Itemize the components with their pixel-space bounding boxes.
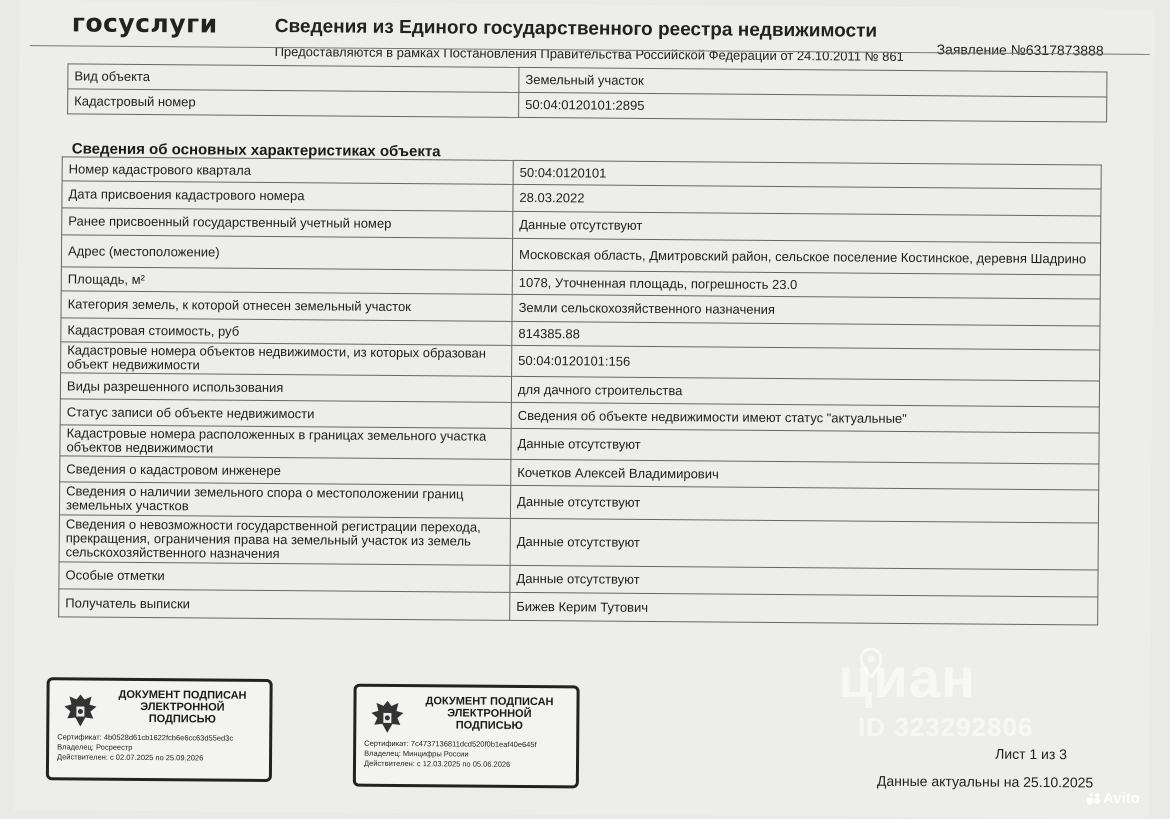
row-value: Данные отсутствуют (513, 211, 1101, 243)
signature-stamp (46, 677, 273, 782)
row-label: Статус записи об объекте недвижимости (60, 399, 511, 429)
row-value: Земли сельскохозяйственного назначения (512, 294, 1100, 326)
row-label: Виды разрешенного использования (60, 373, 511, 403)
table-row (59, 515, 1098, 570)
avito-watermark: Avito (1103, 790, 1140, 807)
coat-of-arms-icon (368, 697, 406, 737)
row-label: Кадастровые номера объектов недвижимости, из которых образован объект недвижимости (61, 342, 512, 377)
row-value: 50:04:0120101 (513, 160, 1101, 189)
object-table (67, 63, 1107, 122)
row-value: Данные отсутствуют (510, 518, 1098, 570)
row-value: 50:04:0120101:2895 (519, 92, 1107, 122)
row-label: Вид объекта (68, 64, 519, 93)
row-label: Номер кадастрового квартала (62, 157, 513, 185)
row-label: Адрес (местоположение) (61, 235, 512, 271)
row-label: Сведения о наличии земельного спора о местоположении границ земельных участков (59, 482, 510, 519)
page-number: Лист 1 из 3 (995, 745, 1068, 763)
row-value: Данные отсутствуют (510, 565, 1098, 597)
cian-watermark: циан (838, 646, 976, 709)
row-value: 814385.88 (512, 321, 1100, 350)
row-label: Сведения о невозможности государственной регистрации перехода, прекращения, ограничения права на земельный участок из земель сельскохозяйственного назначения (59, 515, 510, 566)
stamp-owner: Владелец: Росреестр (57, 742, 133, 752)
statement-number: Заявление №6317873888 (936, 41, 1104, 59)
gosuslugi-logo: госуслуги (71, 8, 218, 39)
document-sheet (14, 0, 1155, 819)
row-label: Площадь, м² (61, 267, 512, 295)
signature-stamp (353, 684, 580, 789)
data-actual-date: Данные актуальны на 25.10.2025 (876, 772, 1094, 791)
stamp-certificate: Сертификат: 7c4737136811dcd520f0b1eaf40e645f (364, 738, 537, 750)
row-label: Ранее присвоенный государственный учетный номер (62, 208, 513, 239)
row-label: Особые отметки (59, 562, 510, 593)
row-value: Московская область, Дмитровский район, сельское поселение Костинское, деревня Шадрино (512, 238, 1100, 275)
row-value: Сведения об объекте недвижимости имеют статус "актуальные" (511, 402, 1099, 433)
document-title: Сведения из Единого государственного реестра недвижимости (274, 16, 878, 42)
document-subtitle: Предоставляются в рамках Постановления Правительства Российской Федерации от 24.10.2011 № 861 (274, 44, 904, 64)
avito-logo-icon (1086, 792, 1102, 806)
stamp-validity: Действителен: с 12.03.2025 по 05.06.2026 (363, 758, 511, 769)
cian-id-watermark: ID 323292806 (858, 712, 1034, 742)
row-label: Категория земель, к которой отнесен земельный участок (61, 291, 512, 322)
stamp-certificate: Сертификат: 4b0528d61cb1622fcb6e6cc63d55ed3c (57, 732, 234, 743)
coat-of-arms-icon (61, 690, 99, 730)
row-value: Данные отсутствуют (510, 485, 1098, 523)
row-value: Земельный участок (519, 67, 1107, 97)
row-label: Получатель выписки (59, 589, 510, 621)
row-value: 50:04:0120101:156 (512, 345, 1100, 381)
row-label: Кадастровый номер (68, 89, 519, 118)
row-label: Кадастровая стоимость, руб (61, 318, 512, 346)
stamp-title: ДОКУМЕНТ ПОДПИСАН ЭЛЕКТРОННОЙ ПОДПИСЬЮ (425, 695, 554, 732)
row-value: Кочетков Алексей Владимирович (511, 459, 1099, 490)
row-value: Данные отсутствуют (511, 428, 1099, 464)
row-label: Сведения о кадастровом инженере (60, 456, 511, 486)
row-label: Дата присвоения кадастрового номера (62, 181, 513, 212)
characteristics-table (58, 156, 1102, 625)
stamp-owner: Владелец: Минцифры России (364, 748, 469, 759)
row-value: для дачного строительства (511, 376, 1099, 407)
row-label: Кадастровые номера расположенных в границах земельного участка объектов недвижимости (60, 425, 511, 460)
stamp-title: ДОКУМЕНТ ПОДПИСАН ЭЛЕКТРОННОЙ ПОДПИСЬЮ (118, 688, 247, 726)
stamp-validity: Действителен: с 02.07.2025 по 25.09.2026 (57, 752, 204, 763)
row-value: 1078, Уточненная площадь, погрешность 23.0 (512, 270, 1100, 299)
row-value: Бижев Керим Тутович (510, 592, 1098, 625)
row-value: 28.03.2022 (513, 184, 1101, 216)
section-title: Сведения об основных характеристиках объекта (71, 140, 441, 161)
